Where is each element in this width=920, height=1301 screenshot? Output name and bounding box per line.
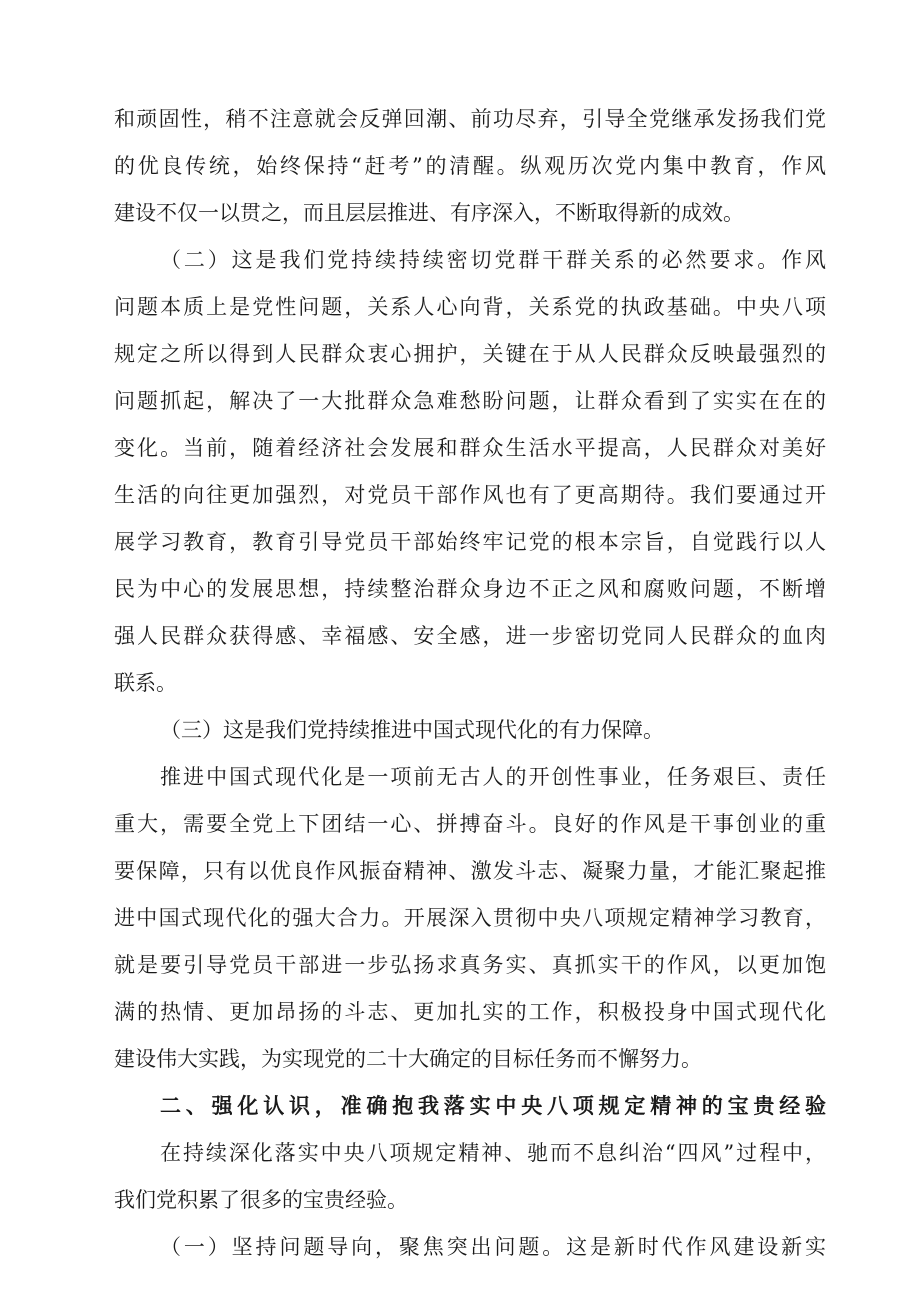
paragraph-1-line-1: 和顽固性，稍不注意就会反弹回潮、前功尽弃，引导全党继承发扬我们党 bbox=[114, 107, 826, 131]
paragraph-2-line-4: 问题抓起，解决了一大批群众急难愁盼问题，让群众看到了实实在在的 bbox=[114, 389, 826, 413]
paragraph-2-line-1: （二）这是我们党持续持续密切党群干群关系的必然要求。作风 bbox=[160, 248, 826, 272]
paragraph-4-line-2: 重大，需要全党上下团结一心、拼搏奋斗。良好的作风是干事创业的重 bbox=[114, 812, 826, 836]
paragraph-4-line-4: 进中国式现代化的强大合力。开展深入贯彻中央八项规定精神学习教育， bbox=[114, 906, 826, 930]
paragraph-2-line-9: 强人民群众获得感、幸福感、安全感，进一步密切党同人民群众的血肉 bbox=[114, 624, 826, 648]
paragraph-2-line-5: 变化。当前，随着经济社会发展和群众生活水平提高，人民群众对美好 bbox=[114, 436, 826, 460]
paragraph-2-line-6: 生活的向往更加强烈，对党员干部作风也有了更高期待。我们要通过开 bbox=[114, 483, 826, 507]
paragraph-6-line-1: （一）坚持问题导向，聚焦突出问题。这是新时代作风建设新实 bbox=[160, 1235, 826, 1259]
paragraph-4-line-7: 建设伟大实践，为实现党的二十大确定的目标任务而不懈努力。 bbox=[114, 1047, 702, 1071]
paragraph-2-line-7: 展学习教育，教育引导党员干部始终牢记党的根本宗旨，自觉践行以人 bbox=[114, 530, 826, 554]
paragraph-3-line-1: （三）这是我们党持续推进中国式现代化的有力保障。 bbox=[160, 718, 664, 742]
paragraph-2-line-10: 联系。 bbox=[114, 671, 177, 695]
paragraph-2-line-3: 规定之所以得到人民群众衷心拥护，关键在于从人民群众反映最强烈的 bbox=[114, 342, 826, 366]
paragraph-4-line-3: 要保障，只有以优良作风振奋精神、激发斗志、凝聚力量，才能汇聚起推 bbox=[114, 859, 826, 883]
paragraph-1-line-3: 建设不仅一以贯之，而且层层推进、有序深入，不断取得新的成效。 bbox=[114, 201, 744, 225]
paragraph-4-line-6: 满的热情、更加昂扬的斗志、更加扎实的工作，积极投身中国式现代化 bbox=[114, 1000, 826, 1024]
section-heading: 二、强化认识，准确抱我落实中央八项规定精神的宝贵经验 bbox=[160, 1094, 826, 1118]
paragraph-4-line-5: 就是要引导党员干部进一步弘扬求真务实、真抓实干的作风，以更加饱 bbox=[114, 953, 826, 977]
paragraph-5-line-1: 在持续深化落实中央八项规定精神、驰而不息纠治“四风”过程中， bbox=[160, 1141, 826, 1165]
paragraph-1-line-2: 的优良传统，始终保持“赶考”的清醒。纵观历次党内集中教育，作风 bbox=[114, 154, 826, 178]
paragraph-5-line-2: 我们党积累了很多的宝贵经验。 bbox=[114, 1188, 408, 1212]
paragraph-2-line-2: 问题本质上是党性问题，关系人心向背，关系党的执政基础。中央八项 bbox=[114, 295, 826, 319]
paragraph-4-line-1: 推进中国式现代化是一项前无古人的开创性事业，任务艰巨、责任 bbox=[160, 765, 826, 789]
paragraph-2-line-8: 民为中心的发展思想，持续整治群众身边不正之风和腐败问题，不断增 bbox=[114, 577, 826, 601]
